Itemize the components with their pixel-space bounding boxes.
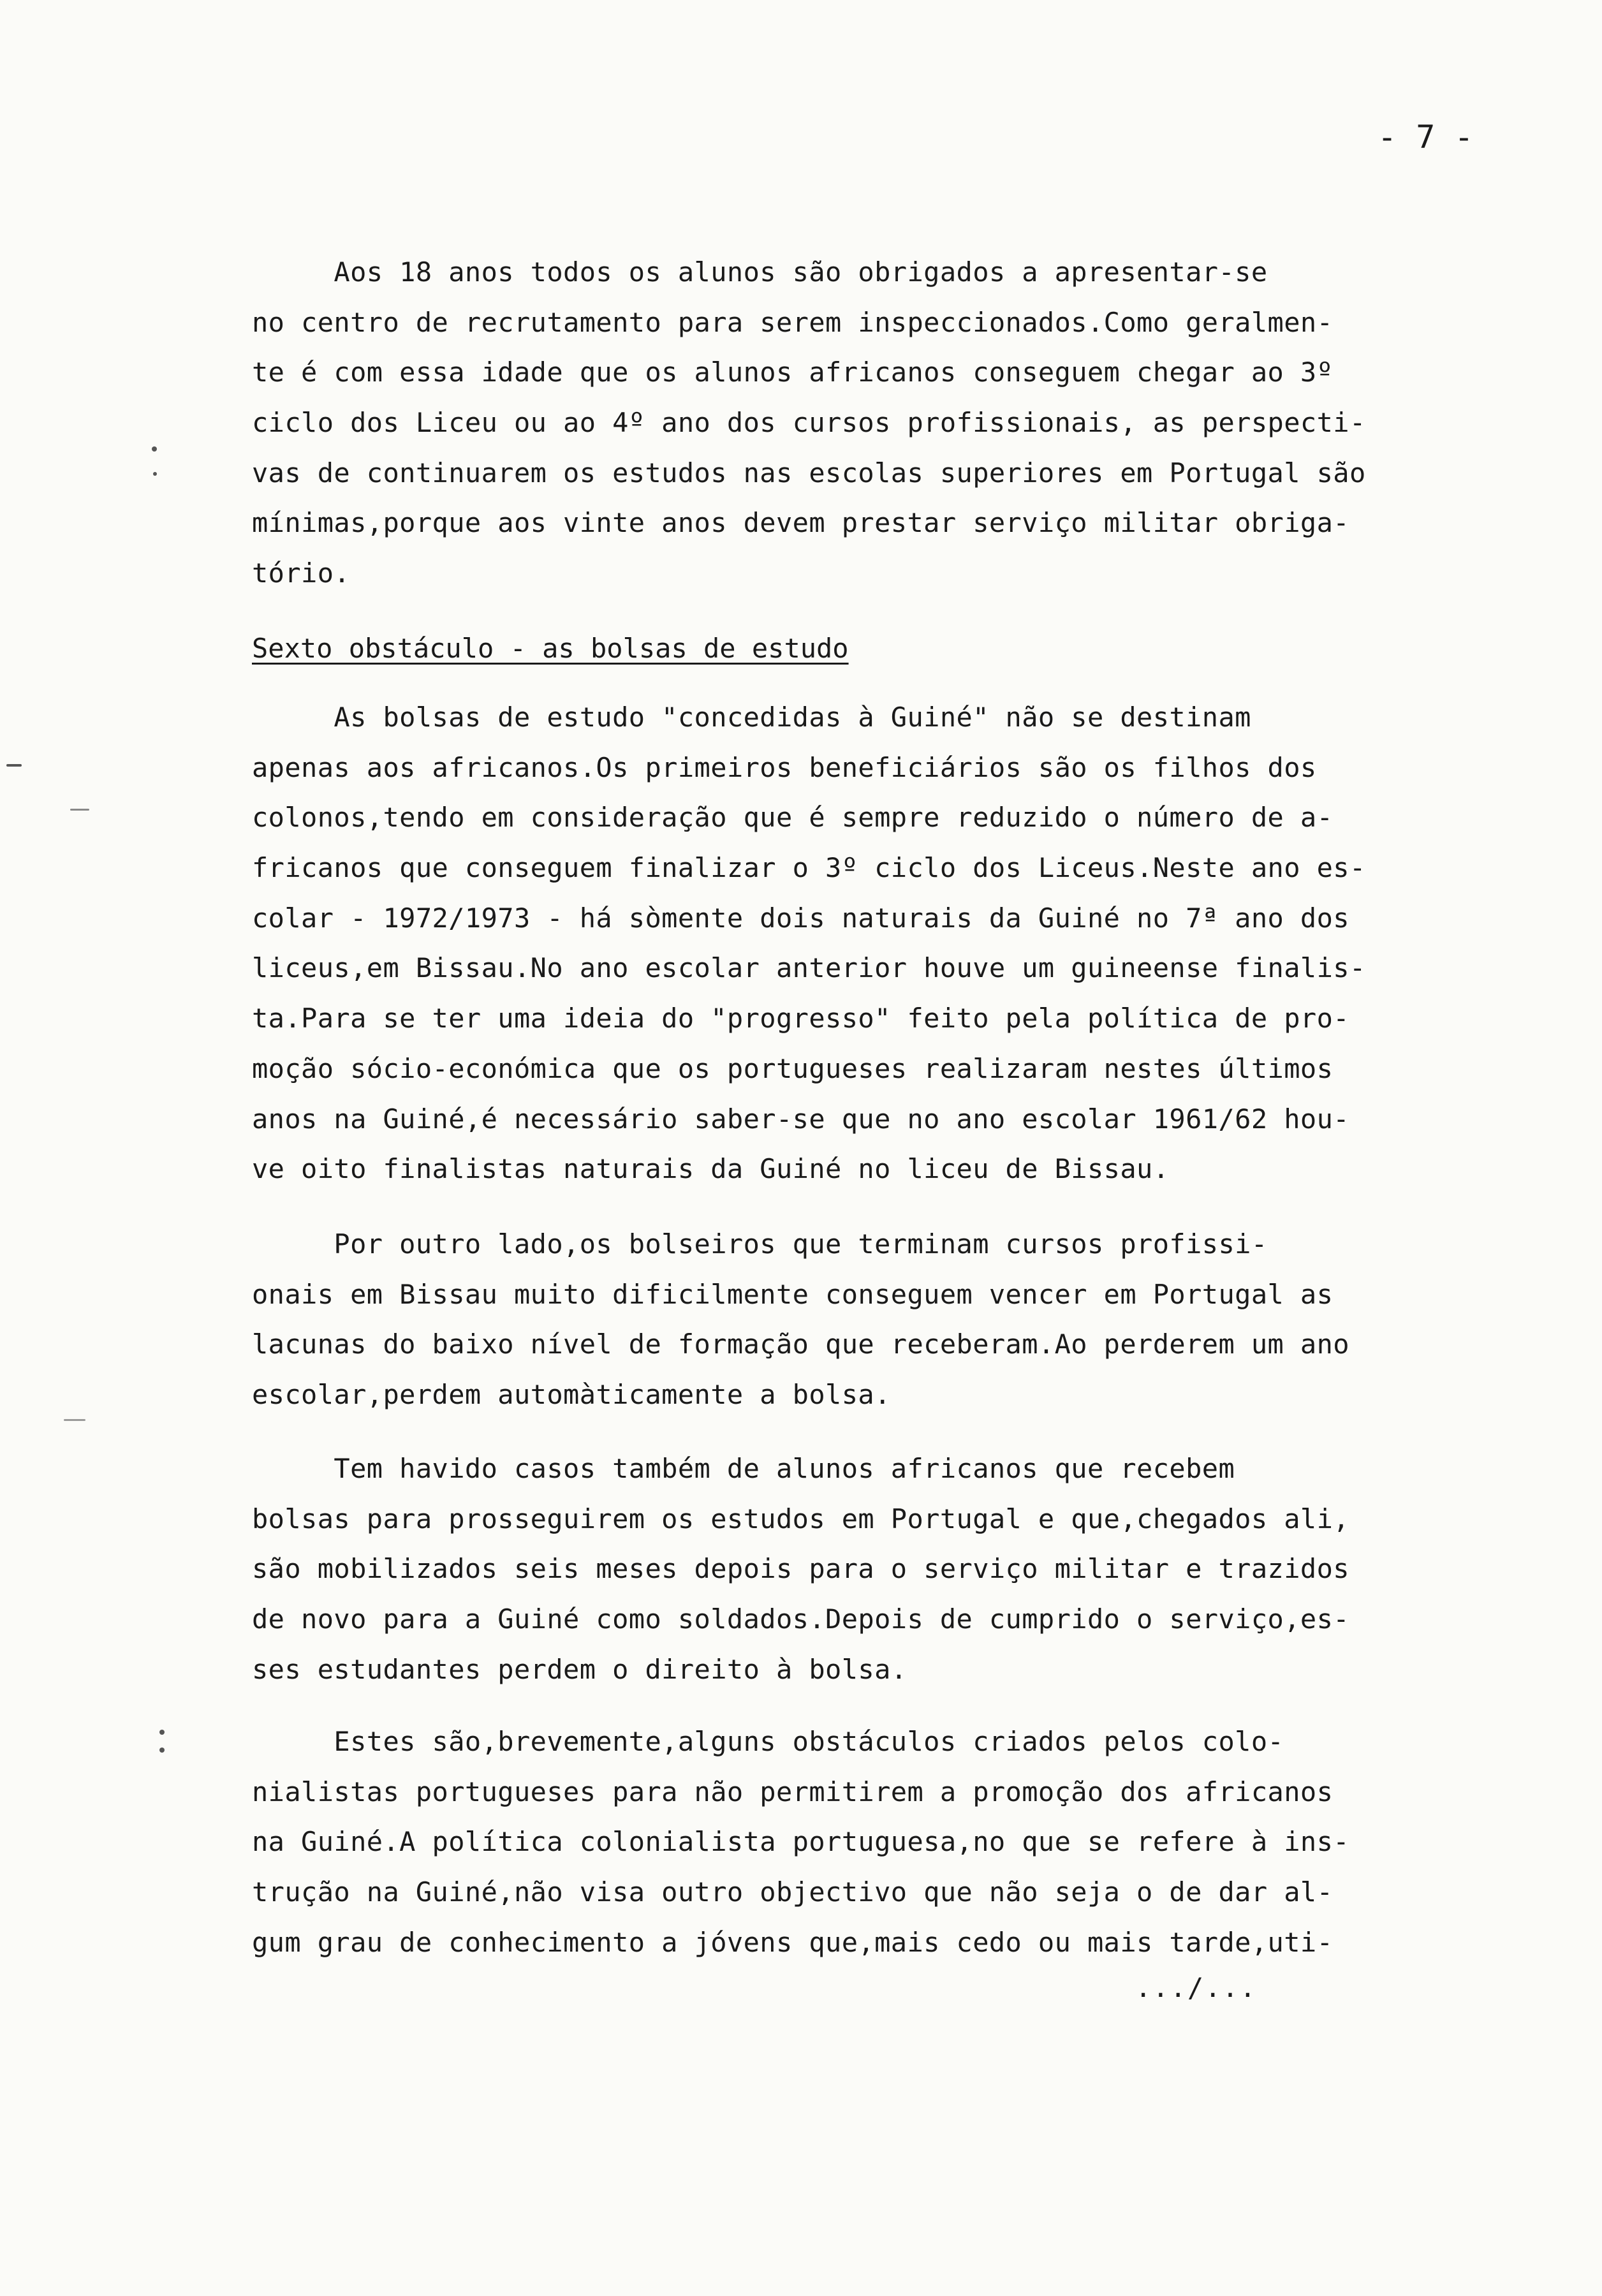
text-line: fricanos que conseguem finalizar o 3º ciclo dos Liceus.Neste ano es- — [252, 852, 1366, 884]
scan-speck — [64, 1419, 85, 1421]
text-line: são mobilizados seis meses depois para o serviço militar e trazidos — [252, 1553, 1349, 1585]
text-line: na Guiné.A política colonialista portuguesa,no que se refere à ins- — [252, 1826, 1349, 1858]
text-line: ses estudantes perdem o direito à bolsa. — [252, 1653, 908, 1685]
text-line: bolsas para prosseguirem os estudos em Portugal e que,chegados ali, — [252, 1503, 1349, 1534]
paragraph-military-service — [252, 247, 1540, 599]
page-number: - 7 - — [1378, 119, 1474, 156]
text-line: nialistas portugueses para não permitirem a promoção dos africanos — [252, 1776, 1334, 1807]
text-line: colar - 1972/1973 - há sòmente dois naturais da Guiné no 7ª ano dos — [252, 902, 1349, 934]
text-line: As bolsas de estudo "concedidas à Guiné" não se destinam — [252, 702, 1251, 733]
text-line: anos na Guiné,é necessário saber-se que no ano escolar 1961/62 hou- — [252, 1103, 1349, 1135]
text-line: ve oito finalistas naturais da Guiné no liceu de Bissau. — [252, 1153, 1170, 1185]
scan-speck — [70, 809, 89, 811]
text-line: Tem havido casos também de alunos africanos que recebem — [252, 1453, 1235, 1484]
text-line: mínimas,porque aos vinte anos devem prestar serviço militar obriga- — [252, 507, 1349, 539]
text-line: te é com essa idade que os alunos africanos conseguem chegar ao 3º — [252, 357, 1334, 388]
text-line: de novo para a Guiné como soldados.Depois de cumprido o serviço,es- — [252, 1603, 1349, 1635]
text-line: trução na Guiné,não visa outro objectivo que não seja o de dar al- — [252, 1876, 1334, 1908]
scan-speck — [152, 446, 157, 452]
text-line: moção sócio-económica que os portugueses realizaram nestes últimos — [252, 1052, 1334, 1084]
section-heading: Sexto obstáculo - as bolsas de estudo — [252, 633, 849, 664]
scan-speck — [6, 764, 22, 767]
scan-speck — [159, 1730, 165, 1735]
text-line: apenas aos africanos.Os primeiros beneficiários são os filhos dos — [252, 751, 1317, 783]
text-line: onais em Bissau muito dificilmente conseguem vencer em Portugal as — [252, 1278, 1334, 1310]
text-line: vas de continuarem os estudos nas escolas superiores em Portugal são — [252, 457, 1366, 489]
text-line: colonos,tendo em consideração que é sempre reduzido o número de a- — [252, 802, 1334, 834]
scan-speck — [159, 1748, 165, 1753]
text-line: ta.Para se ter uma ideia do "progresso" feito pela política de pro- — [252, 1003, 1349, 1034]
continuation-mark: .../... — [1135, 1972, 1258, 2003]
paragraph-mobilized-students — [252, 1444, 1540, 1695]
paragraph-scholarship-holders — [252, 1219, 1540, 1420]
text-line: Estes são,brevemente,alguns obstáculos criados pelos colo- — [252, 1726, 1284, 1757]
text-line: tório. — [252, 557, 351, 589]
text-line: liceus,em Bissau.No ano escolar anterior houve um guineense finalis- — [252, 952, 1366, 984]
paragraph-conclusion — [252, 1717, 1540, 1968]
paragraph-scholarships — [252, 693, 1540, 1195]
text-line: lacunas do baixo nível de formação que receberam.Ao perderem um ano — [252, 1328, 1349, 1360]
scan-speck — [153, 472, 157, 476]
text-line: ciclo dos Liceu ou ao 4º ano dos cursos profissionais, as perspecti- — [252, 407, 1366, 439]
text-line: gum grau de conhecimento a jóvens que,mais cedo ou mais tarde,uti- — [252, 1926, 1334, 1958]
text-line: escolar,perdem automàticamente a bolsa. — [252, 1379, 891, 1411]
text-line: Por outro lado,os bolseiros que terminam cursos profissi- — [252, 1228, 1268, 1260]
text-line: Aos 18 anos todos os alunos são obrigados a apresentar-se — [252, 256, 1268, 288]
text-line: no centro de recrutamento para serem inspeccionados.Como geralmen- — [252, 306, 1334, 338]
